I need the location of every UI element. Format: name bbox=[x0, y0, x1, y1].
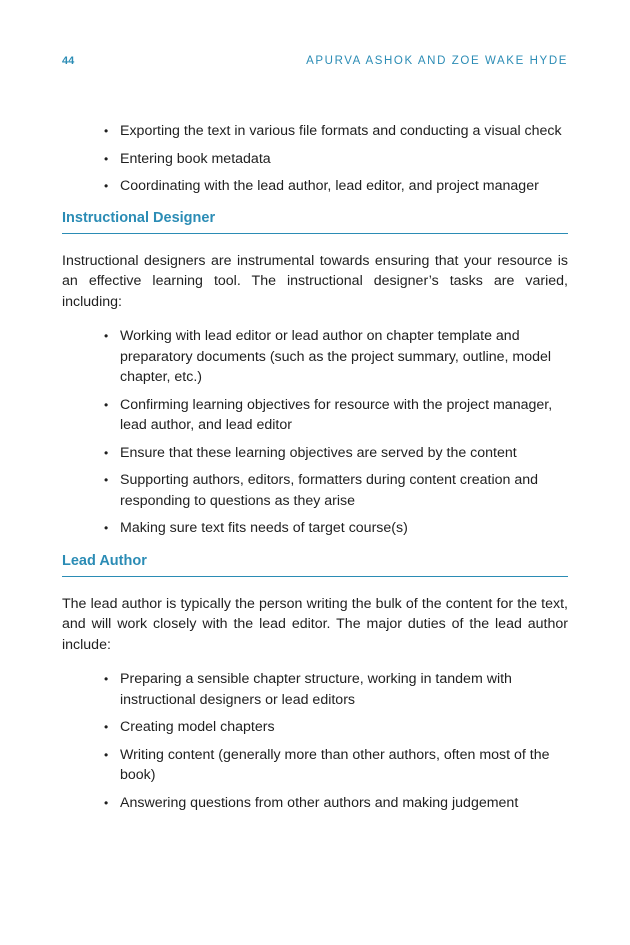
bullet-icon: • bbox=[104, 672, 109, 686]
section-heading-instructional-designer: Instructional Designer bbox=[62, 210, 568, 234]
running-header bbox=[62, 55, 568, 71]
bullet-icon: • bbox=[104, 151, 109, 166]
list-item-text: Working with lead editor or lead author on chapter template and preparatory documents (such as the project summary, outline, model chapter, etc.) bbox=[120, 328, 552, 385]
list-item bbox=[104, 326, 568, 388]
list-item-text: Making sure text fits needs of target course(s) bbox=[120, 520, 408, 536]
list-item bbox=[104, 793, 568, 814]
list-item-text: Coordinating with the lead author, lead editor, and project manager bbox=[120, 178, 539, 194]
list-item bbox=[104, 669, 568, 710]
bullet-icon: • bbox=[104, 329, 109, 343]
list-item-text: Preparing a sensible chapter structure, working in tandem with instructional designers or lead editors bbox=[120, 671, 512, 708]
section-heading-lead-author: Lead Author bbox=[62, 553, 568, 577]
list-item bbox=[104, 518, 568, 539]
bullet-icon: • bbox=[104, 521, 109, 535]
list-item-text: Confirming learning objectives for resource with the project manager, lead author, and lead editor bbox=[120, 396, 553, 433]
bullet-list-continued bbox=[62, 121, 568, 197]
bullet-icon: • bbox=[104, 473, 109, 487]
list-item-text: Entering book metadata bbox=[120, 150, 271, 167]
list-item-text: Answering questions from other authors and making judgement bbox=[120, 794, 519, 811]
bullet-icon: • bbox=[104, 747, 109, 762]
list-item-text: Writing content (generally more than other authors, often most of the book) bbox=[120, 746, 550, 783]
section-paragraph: The lead author is typically the person writing the bulk of the content for the text, and will work closely with the lead editor. The major duties of the lead author include: bbox=[62, 595, 568, 653]
list-item bbox=[104, 443, 568, 464]
page-content bbox=[62, 121, 568, 820]
bullet-list-instructional-designer bbox=[62, 326, 568, 539]
bullet-list-lead-author bbox=[62, 669, 568, 813]
list-item bbox=[104, 470, 568, 511]
list-item bbox=[104, 149, 568, 170]
running-title: APURVA ASHOK AND ZOE WAKE HYDE bbox=[306, 55, 568, 67]
list-item-text: Exporting the text in various file formats and conducting a visual check bbox=[120, 123, 562, 139]
bullet-icon: • bbox=[104, 795, 109, 810]
bullet-icon: • bbox=[104, 720, 109, 734]
list-item-text: Ensure that these learning objectives are served by the content bbox=[120, 444, 517, 461]
bullet-icon: • bbox=[104, 397, 109, 412]
bullet-icon: • bbox=[104, 445, 109, 460]
list-item-text: Supporting authors, editors, formatters during content creation and responding to questions as they arise bbox=[120, 472, 538, 509]
list-item bbox=[104, 395, 568, 436]
bullet-icon: • bbox=[104, 124, 109, 138]
list-item bbox=[104, 717, 568, 738]
list-item bbox=[104, 745, 568, 786]
list-item-text: Creating model chapters bbox=[120, 719, 275, 735]
section-paragraph: Instructional designers are instrumental towards ensuring that your resource is an effective learning tool. The instructional designer’s tasks are varied, including: bbox=[62, 252, 568, 310]
list-item bbox=[104, 121, 568, 142]
list-item bbox=[104, 176, 568, 197]
page-number: 44 bbox=[62, 55, 75, 67]
bullet-icon: • bbox=[104, 179, 109, 193]
